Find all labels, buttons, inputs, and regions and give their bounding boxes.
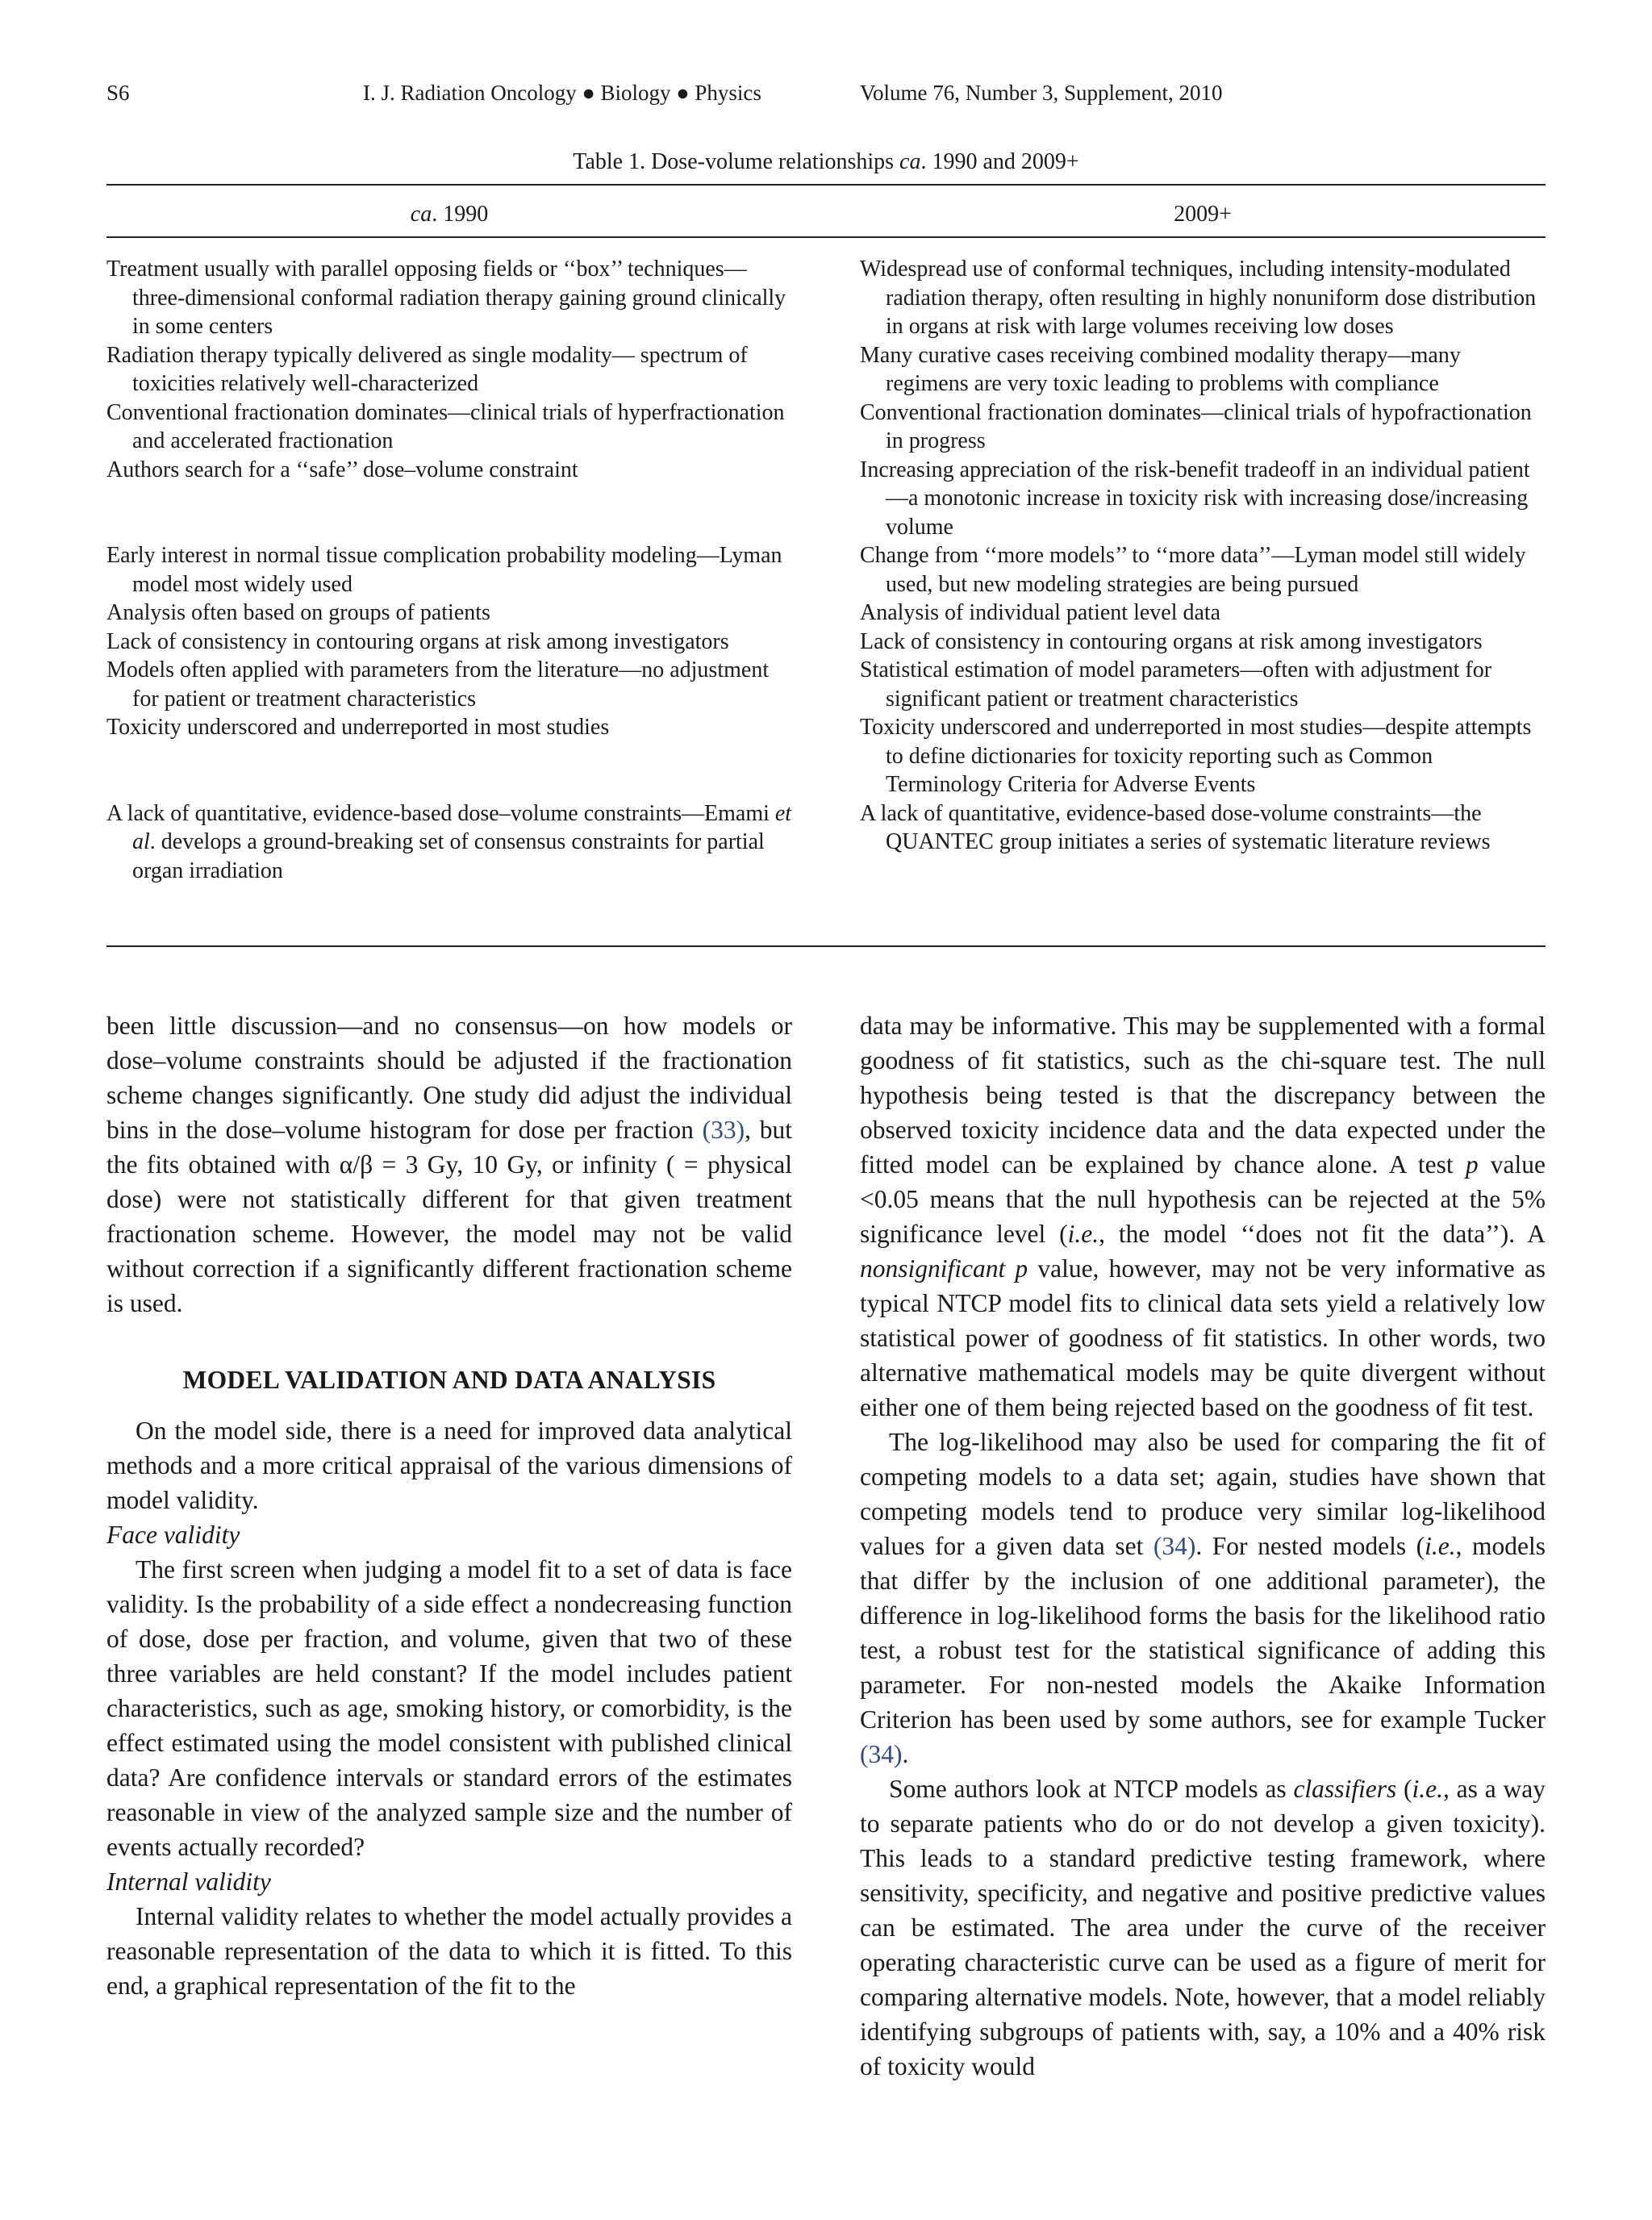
table-row (106, 341, 1546, 399)
citation-link[interactable]: (34) (860, 1740, 903, 1768)
table-cell: Models often applied with parameters from the literature—no adjustment for patient or treatment characteristics (106, 657, 770, 711)
table-body (106, 255, 1546, 885)
table-row (106, 599, 1546, 628)
citation-link[interactable]: (34) (1153, 1532, 1196, 1560)
table-cell: Early interest in normal tissue complication probability modeling—Lyman model most widely used (106, 543, 782, 597)
volume-info: Volume 76, Number 3, Supplement, 2010 (860, 81, 1223, 105)
journal-title: I. J. Radiation Oncology ● Biology ● Physics (363, 81, 761, 105)
left-text-column (106, 1008, 792, 2003)
table-top-rule (106, 184, 1546, 186)
table-row (106, 713, 1546, 799)
table-cell: Lack of consistency in contouring organs at risk among investigators (106, 628, 729, 654)
table-cell: Increasing appreciation of the risk-benefit tradeoff in an individual patient—a monotonic increase in toxicity risk with increasing dose/increasing volume (860, 457, 1530, 540)
paragraph: The first screen when judging a model fit to a set of data is face validity. Is the probability of a side effect a nondecreasing function of dose, dose per fraction, and volume, given that two of these three variables are held constant? If the model includes patient characteristics, such as age, smoking history, or comorbidity, is the effect estimated using the model consistent with published clinical data? Are confidence intervals or standard errors of the estimates reasonable in view of the analyzed sample size and the number of events actually recorded? (106, 1555, 792, 1861)
table-cell: Conventional fractionation dominates—clinical trials of hypofractionation in progress (860, 399, 1532, 453)
table-row (106, 255, 1546, 341)
citation-link[interactable]: (33) (702, 1116, 745, 1144)
table-cell: Radiation therapy typically delivered as single modality— spectrum of toxicities relatively well-characterized (106, 342, 748, 396)
table-cell: A lack of quantitative, evidence-based dose–volume constraints—Emami et al. develops a ground-breaking set of consensus constraints for partial organ irradiation (106, 800, 792, 883)
table-cell: A lack of quantitative, evidence-based dose-volume constraints—the QUANTEC group initiates a series of systematic literature reviews (860, 800, 1491, 854)
table-col-header-1990: ca. 1990 (410, 202, 489, 227)
table-row (106, 541, 1546, 599)
paragraph: data may be informative. This may be supplemented with a formal goodness of fit statistics, such as the chi-square test. The null hypothesis being tested is that the discrepancy between the observed toxicity incidence data and the data expected under the fitted model can be explained by chance alone. A test p value <0.05 means that the null hypothesis can be rejected at the 5% significance level (i.e., the model ‘‘does not fit the data’’). A nonsignificant p value, however, may not be very informative as typical NTCP model fits to clinical data sets yield a relatively low statistical power of goodness of fit statistics. In other words, two alternative mathematical models may be quite divergent without either one of them being rejected based on the goodness of fit test. (860, 1012, 1546, 1421)
table-col-header-2009: 2009+ (1174, 202, 1232, 227)
table-cell: Toxicity underscored and underreported in most studies (106, 715, 610, 740)
table-cell: Lack of consistency in contouring organs at risk among investigators (860, 628, 1483, 654)
table-row (106, 799, 1546, 886)
table-cell: Statistical estimation of model parameters—often with adjustment for significant patient or treatment characteristics (860, 657, 1492, 711)
paragraph: been little discussion—and no consensus—on how models or dose–volume constraints should be adjusted if the fractionation scheme changes significantly. One study did adjust the individual bins in the dose–volume histogram for dose per fraction (33), but the fits obtained with α/β = 3 Gy, 10 Gy, or infinity ( = physical dose) were not statistically different for that given treatment fractionation scheme. However, the model may not be valid without correction if a significantly different fractionation scheme is used. (106, 1012, 792, 1317)
table-caption: Table 1. Dose-volume relationships ca. 1990 and 2009+ (573, 149, 1079, 174)
table-row (106, 628, 1546, 657)
table-row (106, 456, 1546, 542)
page-number: S6 (106, 81, 130, 105)
table-bottom-rule (106, 945, 1546, 947)
table-cell: Analysis often based on groups of patients (106, 600, 490, 625)
paragraph: Internal validity relates to whether the model actually provides a reasonable representation of the data to which it is fitted. To this end, a graphical representation of the fit to the (106, 1902, 792, 2000)
table-row (106, 399, 1546, 456)
paragraph: On the model side, there is a need for improved data analytical methods and a more critical appraisal of the various dimensions of model validity. (106, 1417, 792, 1514)
subsection-heading: Face validity (106, 1521, 240, 1549)
table-cell: Conventional fractionation dominates—clinical trials of hyperfractionation and accelerated fractionation (106, 399, 785, 453)
section-heading: MODEL VALIDATION AND DATA ANALYSIS (182, 1366, 716, 1394)
table-cell: Authors search for a ‘‘safe’’ dose–volume constraint (106, 457, 578, 482)
subsection-heading: Internal validity (106, 1867, 271, 1896)
table-cell: Change from ‘‘more models’’ to ‘‘more data’’—Lyman model still widely used, but new modeling strategies are being pursued (860, 543, 1526, 597)
table-row (106, 656, 1546, 713)
table-header-rule (106, 236, 1546, 238)
right-text-column (860, 1008, 1546, 2084)
paragraph: Some authors look at NTCP models as classifiers (i.e., as a way to separate patients who do or do not develop a given toxicity). This leads to a standard predictive testing framework, where sensitivity, specificity, and negative and positive predictive values can be estimated. The area under the curve of the receiver operating characteristic curve can be used as a figure of merit for comparing alternative models. Note, however, that a model reliably identifying subgroups of patients with, say, a 10% and a 40% risk of toxicity would (860, 1775, 1546, 2080)
running-header (106, 81, 1546, 113)
table-cell: Widespread use of conformal techniques, including intensity-modulated radiation therapy, often resulting in highly nonuniform dose distribution in organs at risk with large volumes receiving low doses (860, 257, 1537, 339)
table-cell: Analysis of individual patient level data (860, 600, 1221, 625)
paragraph: The log-likelihood may also be used for comparing the fit of competing models to a data set; again, studies have shown that competing models tend to produce very similar log-likelihood values for a given data set (34). For nested models (i.e., models that differ by the inclusion of one additional parameter), the difference in log-likelihood forms the basis for the likelihood ratio test, a robust test for the statistical significance of adding this parameter. For non-nested models the Akaike Information Criterion has been used by some authors, see for example Tucker (34). (860, 1428, 1546, 1768)
table-cell: Many curative cases receiving combined modality therapy—many regimens are very toxic leading to problems with compliance (860, 342, 1461, 396)
table-cell: Toxicity underscored and underreported in most studies—despite attempts to define dictionaries for toxicity reporting such as Common Terminology Criteria for Adverse Events (860, 715, 1532, 797)
table-cell: Treatment usually with parallel opposing fields or ‘‘box’’ techniques—three-dimensional conformal radiation therapy gaining ground clinically in some centers (106, 257, 786, 339)
